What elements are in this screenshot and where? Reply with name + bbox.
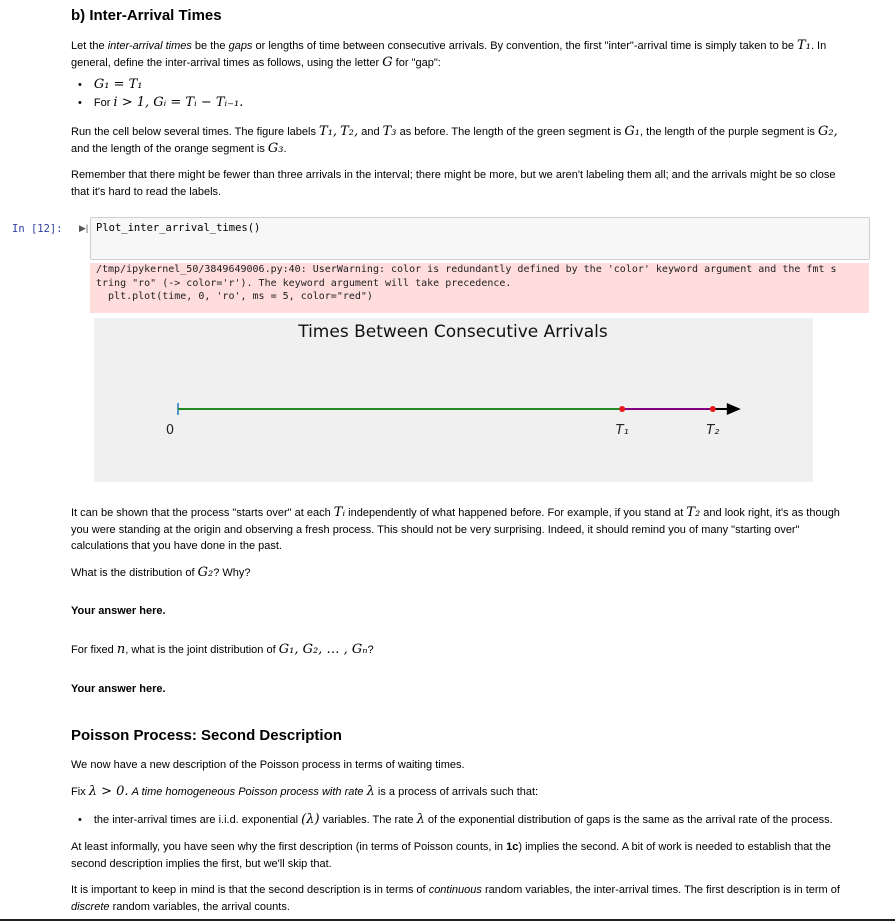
section-b-heading: b) Inter-Arrival Times — [71, 7, 222, 24]
arrival-point-2 — [710, 406, 716, 412]
axis-arrow-head — [727, 403, 741, 415]
stderr-output: /tmp/ipykernel_50/3849649006.py:40: UserWarning: color is redundantly defined by the 'color' keyword argument and the fmt s tring "ro" (-> color='r'). The keyword argument will take precedence. plt.plot(time, 0, 'ro', ms = 5, color="red") — [90, 263, 869, 313]
question-g2: What is the distribution of G₂? Why? — [71, 565, 251, 580]
cell-prompt: In [12]: — [12, 223, 63, 235]
code-line[interactable]: Plot_inter_arrival_times() — [96, 222, 261, 234]
arrival-point-1 — [619, 406, 625, 412]
question-joint: For fixed n, what is the joint distribution of G₁, G₂, … , Gₙ? — [71, 642, 374, 657]
tick-label-1: T₁ — [615, 423, 629, 438]
inter-arrival-chart — [0, 315, 895, 485]
run-cell-icon[interactable]: ▶| — [79, 223, 89, 233]
pp-paragraph-2: Fix λ > 0. A time homogeneous Poisson process with rate λ is a process of arrivals such that: — [71, 784, 539, 799]
pp-paragraph-3: At least informally, you have seen why the first description (in terms of Poisson counts, in 1c) implies the second. A bit of work is needed to establish that the second description implies the first, but we'll skip that. — [71, 841, 831, 870]
tick-label-0: 0 — [165, 423, 175, 438]
intro-paragraph: Let the inter-arrival times be the gaps or lengths of time between consecutive arrivals. By convention, the first "inter"-arrival time is simply taken to be T₁. In general, define the inter-arrival times as follows, using the letter G for "gap": — [71, 38, 827, 70]
pp-paragraph-4: It is important to keep in mind is that the second description is in terms of continuous random variables, the inter-arrival times. The first description is in term of discrete random variables, the arrival counts. — [71, 884, 840, 913]
answer-placeholder-2[interactable]: Your answer here. — [71, 683, 166, 695]
pp-paragraph-1: We now have a new description of the Poisson process in terms of waiting times. — [71, 759, 465, 771]
remember-paragraph: Remember that there might be fewer than three arrivals in the interval; there might be more, but we aren't labeling them all; and the arrivals might be so close that it's hard to read the labels. — [71, 169, 836, 198]
bullet-g1: • G₁ = T₁ — [78, 77, 143, 92]
answer-placeholder-1[interactable]: Your answer here. — [71, 605, 166, 617]
chart-title: Times Between Consecutive Arrivals — [298, 322, 608, 342]
bullet-gi: • For i > 1, Gᵢ = Tᵢ − Tᵢ₋₁. — [78, 95, 244, 110]
page-bottom-border — [0, 919, 895, 921]
pp-bullet: • the inter-arrival times are i.i.d. exponential (λ) variables. The rate λ of the exponential distribution of gaps is the same as the arrival rate of the process. — [78, 812, 833, 827]
tick-label-2: T₂ — [706, 423, 720, 438]
run-paragraph: Run the cell below several times. The figure labels T₁, T₂, and T₃ as before. The length of the green segment is G₁, the length of the purple segment is G₂, and the length of the orange segment is G₃. — [71, 124, 838, 156]
poisson-heading: Poisson Process: Second Description — [71, 727, 342, 744]
starts-over-paragraph: It can be shown that the process "starts over" at each Tᵢ independently of what happened before. For example, if you stand at T₂ and look right, it's as though you were standing at the origin and observing a fresh process. This should not be very surprising. Indeed, it should remind you of many "starting over" calculations that you have done in the past. — [71, 505, 840, 552]
